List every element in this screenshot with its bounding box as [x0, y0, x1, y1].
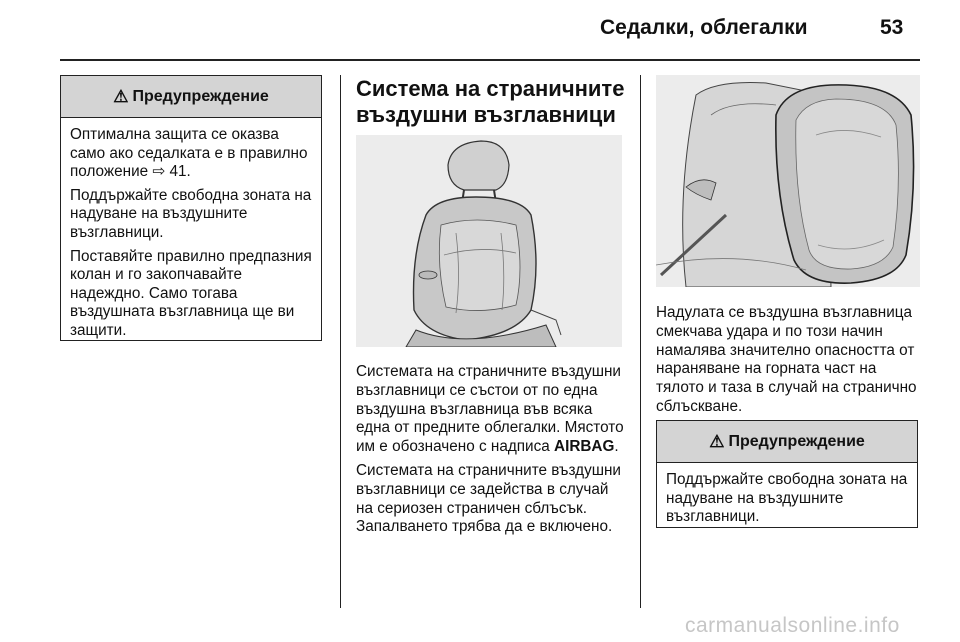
- warning-triangle-icon: ⚠: [709, 431, 725, 451]
- section-body: [356, 363, 626, 542]
- inflated-airbag-illustration: [656, 75, 920, 287]
- right-paragraph: Надулата се въздушна възглавница смекчава удара и по този начин намалява значително опасността от нараняване на горната част на тялото и таза в случай на странично сблъскване.: [656, 304, 917, 415]
- warning-title: Предупреждение: [132, 87, 269, 105]
- header-divider: [60, 59, 920, 61]
- warning-box: [60, 75, 322, 341]
- warning-box: [656, 420, 918, 528]
- footer-watermark: carmanualsonline.info: [685, 614, 900, 637]
- right-body: [656, 304, 926, 422]
- column-divider: [640, 75, 641, 608]
- airbag-label: AIRBAG: [554, 438, 615, 456]
- page-title: Седалки, облегалки: [600, 16, 808, 39]
- warning-paragraph: Поставяйте правилно предпазния колан и го закопчавайте надеждно. Само тогава въздушната възглавница ще ви защити.: [70, 247, 312, 339]
- seat-airbag-illustration: [356, 135, 622, 347]
- section-paragraph: Системата на страничните въздушни възглавници се състои от по една въздушна възглавница във всяка една от предните облегалки. Мястото им е обозначено с надписа AIRBAG.: [356, 363, 624, 456]
- warning-title: Предупреждение: [728, 432, 865, 450]
- warning-paragraph: Поддържайте свободна зоната на надуване на въздушните възглавници.: [666, 471, 908, 526]
- section-title: Система на страничните въздушни възглавници: [356, 76, 625, 127]
- warning-header: [657, 421, 917, 463]
- page-number: 53: [880, 16, 904, 39]
- page-reference: 41.: [169, 163, 191, 181]
- warning-paragraph: Поддържайте свободна зоната на надуване на въздушните възглавници.: [70, 186, 312, 241]
- section-paragraph: Системата на страничните въздушни възглавници се задейства в случай на сериозен страничен сблъсък. Запалването трябва да е включено.: [356, 461, 621, 536]
- warning-paragraph: Оптимална защита се оказва само ако седалката е в правилно положение ⇨ 41.: [70, 126, 308, 181]
- warning-body: [61, 118, 321, 350]
- warning-body: [657, 463, 917, 536]
- column-divider: [340, 75, 341, 608]
- page-reference-arrow-icon: ⇨: [152, 163, 166, 181]
- warning-header: [61, 76, 321, 118]
- warning-triangle-icon: ⚠: [113, 86, 129, 106]
